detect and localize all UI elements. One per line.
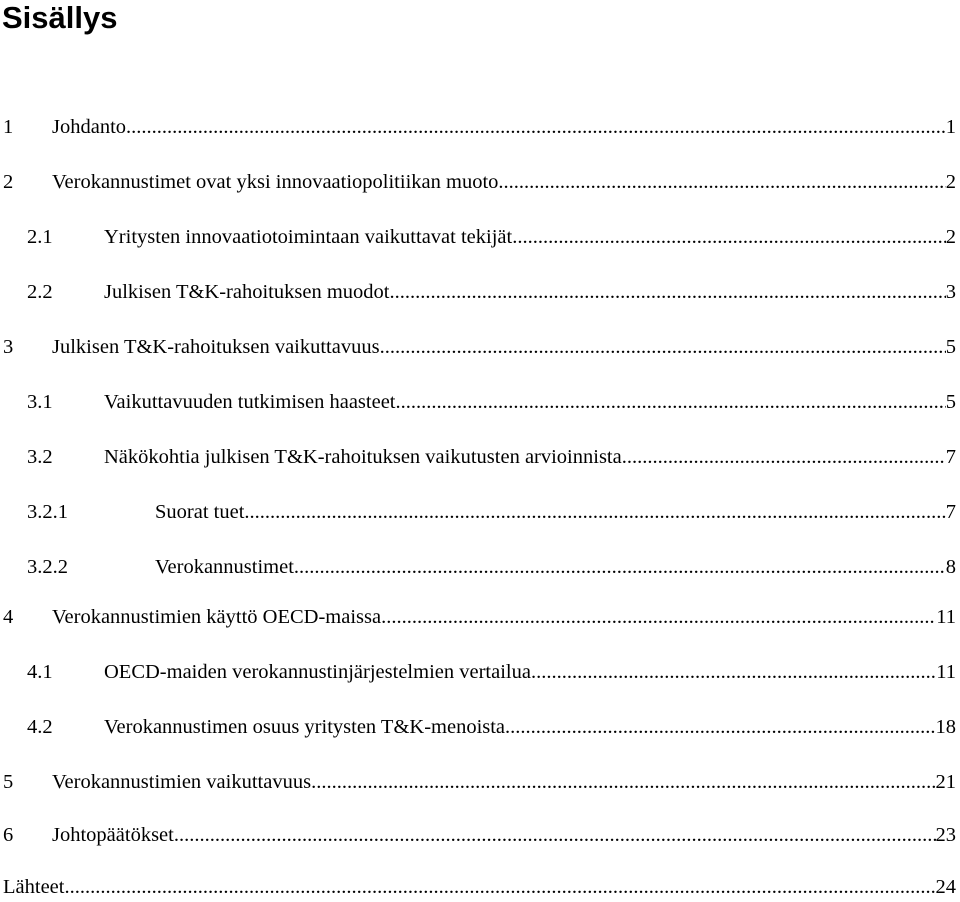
- toc-entry-page: 24: [935, 876, 956, 898]
- toc-entry-title: Johtopäätökset: [52, 824, 174, 846]
- toc-entry-title: Suorat tuet: [155, 501, 245, 523]
- toc-dot-leader: [294, 552, 946, 582]
- toc-entry-title: Vaikuttavuuden tutkimisen haasteet: [104, 391, 396, 413]
- toc-entry-page: 21: [935, 771, 956, 793]
- toc-dot-leader: [381, 602, 936, 632]
- toc-entry-page: 5: [945, 391, 956, 413]
- toc-dot-leader: [389, 277, 945, 307]
- toc-entry-page: 3: [945, 281, 956, 303]
- toc-entry-number: 1: [3, 116, 14, 138]
- toc-entry-title: Julkisen T&K-rahoituksen vaikuttavuus: [52, 336, 380, 358]
- toc-entry-page: 7: [945, 501, 956, 523]
- toc-entry-number: 3.2.2: [27, 556, 68, 578]
- toc-dot-leader: [512, 222, 946, 252]
- toc-entry-3-2-1[interactable]: [0, 497, 956, 527]
- toc-entry-number: 2.2: [27, 281, 53, 303]
- toc-entry-3-1[interactable]: [0, 387, 956, 417]
- toc-entry-number: 4.1: [27, 661, 53, 683]
- toc-entry-title: Verokannustimet: [155, 556, 294, 578]
- toc-entry-page: 23: [935, 824, 956, 846]
- toc-entry-4-1[interactable]: [0, 657, 956, 687]
- toc-dot-leader: [505, 712, 935, 742]
- toc-entry-title: OECD-maiden verokannustinjärjestelmien vertailua: [104, 661, 531, 683]
- toc-entry-title: Verokannustimet ovat yksi innovaatiopolitiikan muoto: [52, 171, 499, 193]
- toc-entry-number: 2: [3, 171, 14, 193]
- toc-dot-leader: [64, 872, 935, 902]
- toc-entry-3-2-2[interactable]: [0, 552, 956, 582]
- toc-entry-title: Verokannustimien vaikuttavuus: [52, 771, 312, 793]
- toc-entry-title: Lähteet: [3, 876, 65, 898]
- toc-entry-page: 1: [945, 116, 956, 138]
- toc-entry-2-1[interactable]: [0, 222, 956, 252]
- toc-dot-leader: [126, 112, 946, 142]
- toc-entry-2[interactable]: [0, 167, 956, 197]
- toc-dot-leader: [380, 332, 946, 362]
- toc-entry-number: 3.2.1: [27, 501, 68, 523]
- toc-entry-number: 2.1: [27, 226, 53, 248]
- toc-entry-number: 3.1: [27, 391, 53, 413]
- toc-dot-leader: [498, 167, 945, 197]
- toc-dot-leader: [622, 442, 946, 472]
- toc-entry-1[interactable]: [0, 112, 956, 142]
- toc-entry-title: Verokannustimien käyttö OECD-maissa: [52, 606, 382, 628]
- page-title: Sisällys: [2, 0, 118, 35]
- toc-entry-title: Yritysten innovaatiotoimintaan vaikuttavat tekijät: [104, 226, 513, 248]
- toc-entry-page: 18: [935, 716, 956, 738]
- toc-entry-page: 2: [945, 171, 956, 193]
- toc-entry-3-2[interactable]: [0, 442, 956, 472]
- toc-entry-4-2[interactable]: [0, 712, 956, 742]
- toc-dot-leader: [174, 820, 936, 850]
- toc-entry-page: 2: [945, 226, 956, 248]
- toc-entry-5[interactable]: [0, 767, 956, 797]
- toc-entry-title: Näkökohtia julkisen T&K-rahoituksen vaikutusten arvioinnista: [104, 446, 622, 468]
- toc-entry-title: Julkisen T&K-rahoituksen muodot: [104, 281, 390, 303]
- toc-entry-4[interactable]: [0, 602, 956, 632]
- toc-entry-number: 4: [3, 606, 14, 628]
- toc-entry-6[interactable]: [0, 820, 956, 850]
- toc-entry-page: 11: [936, 606, 956, 628]
- toc-entry-page: 11: [936, 661, 956, 683]
- toc-dot-leader: [244, 497, 945, 527]
- toc-entry-page: 8: [945, 556, 956, 578]
- toc-dot-leader: [531, 657, 936, 687]
- toc-entry-number: 3: [3, 336, 14, 358]
- toc-entry-references[interactable]: [0, 872, 956, 902]
- toc-entry-number: 6: [3, 824, 14, 846]
- toc-entry-number: 4.2: [27, 716, 53, 738]
- toc-entry-title: Verokannustimen osuus yritysten T&K-menoista: [104, 716, 506, 738]
- toc-entry-page: 5: [945, 336, 956, 358]
- toc-entry-number: 5: [3, 771, 14, 793]
- toc-entry-title: Johdanto: [52, 116, 127, 138]
- toc-dot-leader: [395, 387, 945, 417]
- toc-entry-3[interactable]: [0, 332, 956, 362]
- toc-entry-number: 3.2: [27, 446, 53, 468]
- toc-dot-leader: [311, 767, 935, 797]
- toc-entry-2-2[interactable]: [0, 277, 956, 307]
- toc-entry-page: 7: [945, 446, 956, 468]
